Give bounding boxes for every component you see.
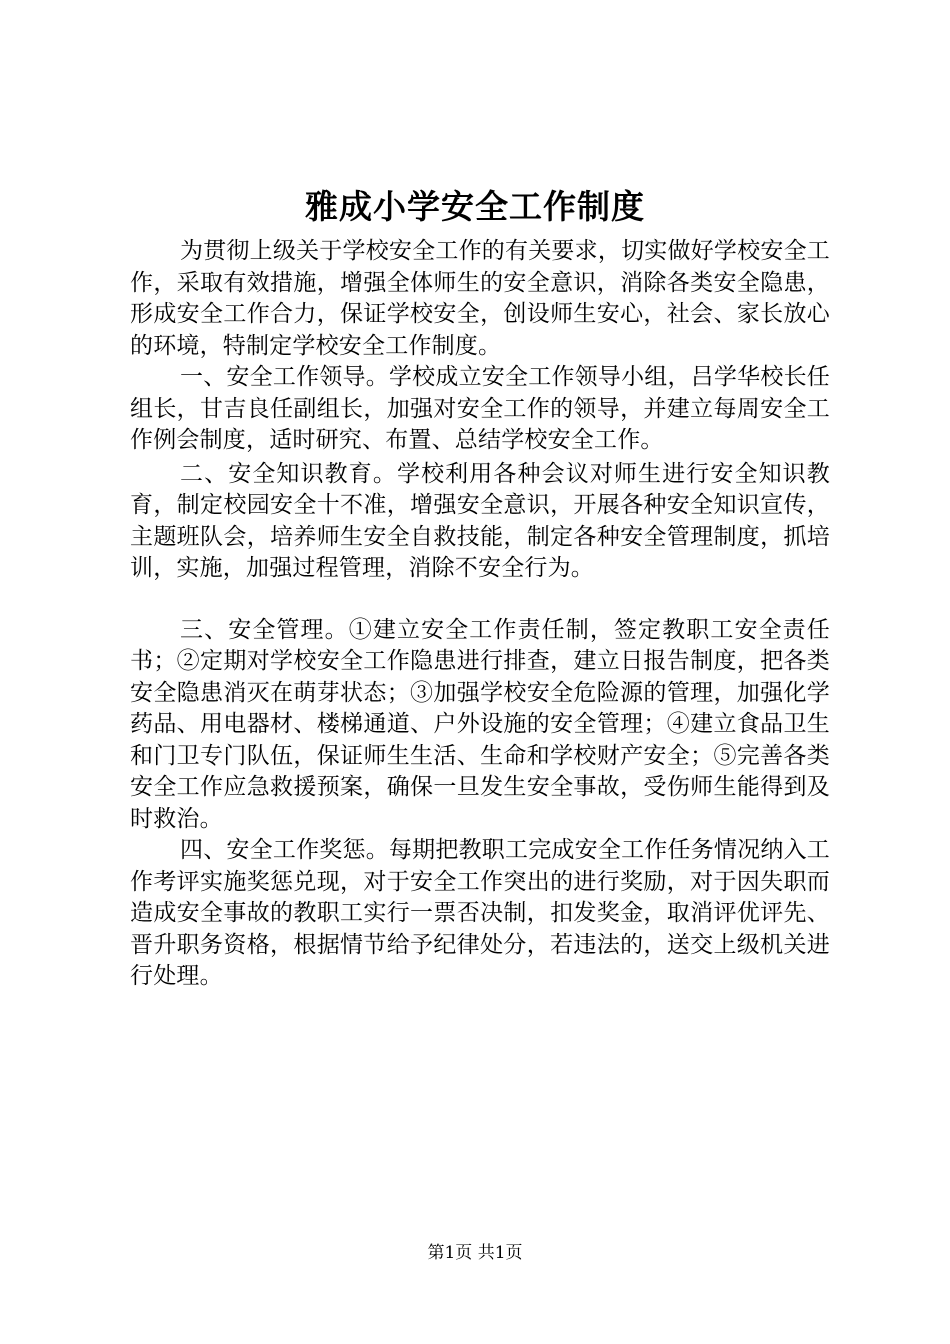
document-title: 雅成小学安全工作制度 [305,187,645,226]
page-number-footer: 第1页 共1页 [427,1243,523,1263]
document-body [130,236,830,993]
intro-paragraph: 为贯彻上级关于学校安全工作的有关要求，切实做好学校安全工作，采取有效措施，增强全体师生的安全意识，消除各类安全隐患，形成安全工作合力，保证学校安全，创设师生安心，社会、家长放心的环境，特制定学校安全工作制度。 [130,238,830,359]
section-2-paragraph: 二、安全知识教育。学校利用各种会议对师生进行安全知识教育，制定校园安全十不准，增强安全意识，开展各种安全知识宣传，主题班队会，培养师生安全自救技能，制定各种安全管理制度，抓培训，实施，加强过程管理，消除不安全行为。 [130,460,830,581]
section-1-paragraph: 一、安全工作领导。学校成立安全工作领导小组，吕学华校长任组长，甘吉良任副组长，加强对安全工作的领导，并建立每周安全工作例会制度，适时研究、布置、总结学校安全工作。 [130,364,830,453]
section-3-paragraph: 三、安全管理。①建立安全工作责任制，签定教职工安全责任书；②定期对学校安全工作隐患进行排查，建立日报告制度，把各类安全隐患消灭在萌芽状态；③加强学校安全危险源的管理，加强化学药品、用电器材、楼梯通道、户外设施的安全管理；④建立食品卫生和门卫专门队伍，保证师生生活、生命和学校财产安全；⑤完善各类安全工作应急救援预案，确保一旦发生安全事故，受伤师生能得到及时救治。 [130,616,830,832]
section-4-paragraph: 四、安全工作奖惩。每期把教职工完成安全工作任务情况纳入工作考评实施奖惩兑现，对于安全工作突出的进行奖励，对于因失职而造成安全事故的教职工实行一票否决制，扣发奖金，取消评优评先、晋升职务资格，根据情节给予纪律处分，若违法的，送交上级机关进行处理。 [130,837,830,989]
paragraph-spacer [130,585,830,615]
